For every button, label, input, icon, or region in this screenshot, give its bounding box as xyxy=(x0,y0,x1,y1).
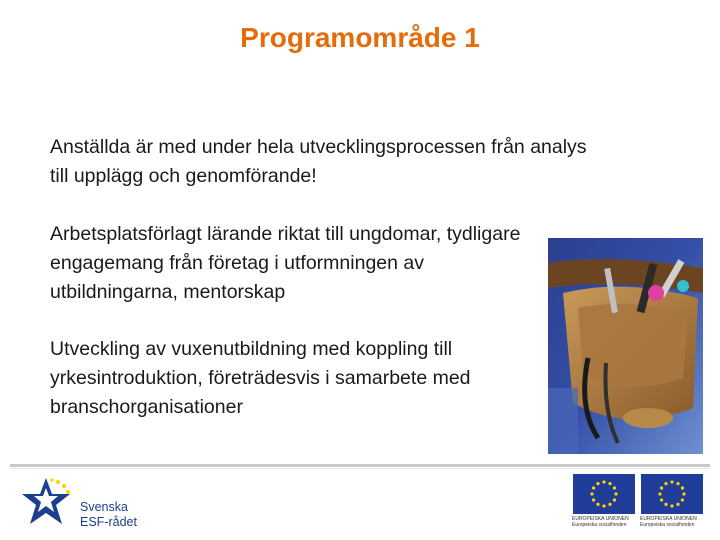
paragraph-2: Arbetsplatsförlagt lärande riktat till ungdomar, tydligare engagemang från företag i utformningen av utbildningarna, mentorskap xyxy=(50,223,521,303)
eu-logo-caption: EUROPEISKA UNIONEN Europeiska socialfonden xyxy=(640,516,697,528)
esf-star-icon xyxy=(18,474,78,532)
paragraph-1: Anställda är med under hela utvecklingsprocessen från analys till upplägg och genomförande! xyxy=(50,136,587,187)
footer-divider-thin xyxy=(10,468,710,469)
esf-logo-line1: Svenska xyxy=(80,500,128,514)
eu-logo-caption: EUROPEISKA UNIONEN Europeiska socialfonden xyxy=(572,516,629,528)
slide-title: Programområde 1 xyxy=(240,22,480,53)
footer-divider xyxy=(10,464,710,467)
esf-logo-line2: ESF-rådet xyxy=(80,515,137,529)
paragraph-3: Utveckling av vuxenutbildning med koppling till yrkesintroduktion, företrädesvis i samarbete med branschorganisationer xyxy=(50,338,471,418)
eu-flag-icon xyxy=(641,474,703,514)
tool-belt-photo xyxy=(548,238,703,454)
eu-flag-icon xyxy=(573,474,635,514)
